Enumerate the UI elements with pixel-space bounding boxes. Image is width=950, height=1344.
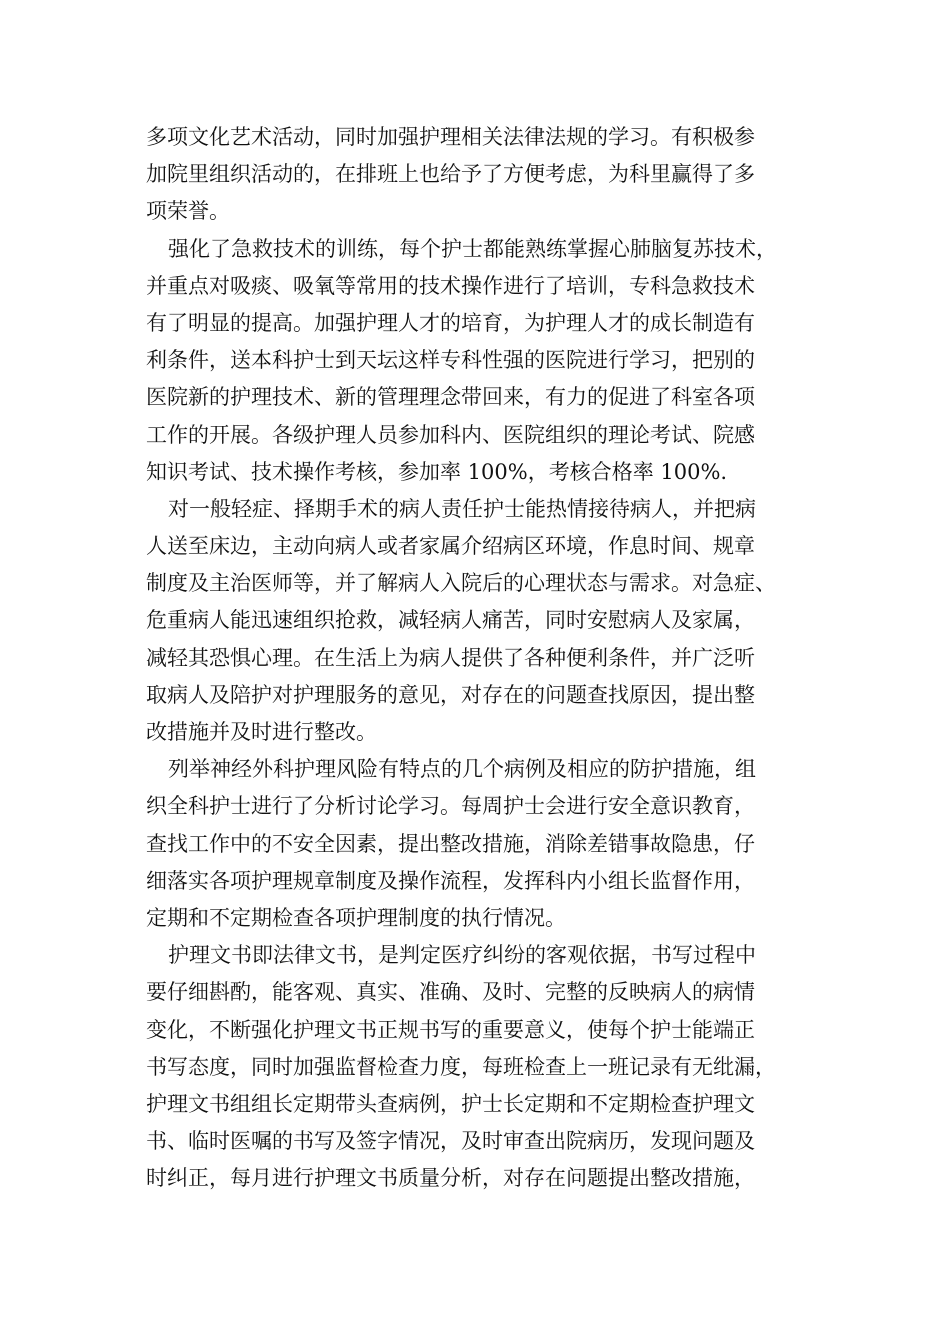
paragraph-3 — [146, 491, 836, 751]
document-body — [146, 119, 836, 1197]
text-line: 取病人及陪护对护理服务的意见，对存在的问题查找原因，提出整 — [146, 682, 755, 707]
text-line: 定期和不定期检查各项护理制度的执行情况。 — [146, 905, 566, 930]
text-line: 人送至床边，主动向病人或者家属介绍病区环境，作息时间、规章 — [146, 534, 755, 559]
text-line: 制度及主治医师等，并了解病人入院后的心理状态与需求。对急症、 — [146, 571, 776, 596]
text-line: 有了明显的提高。加强护理人才的培育，为护理人才的成长制造有 — [146, 310, 755, 335]
text-line: 要仔细斟酌，能客观、真实、准确、及时、完整的反映病人的病情 — [146, 980, 755, 1005]
text-line: 危重病人能迅速组织抢救，减轻病人痛苦，同时安慰病人及家属， — [146, 608, 755, 633]
text-line: 书写态度，同时加强监督检查力度，每班检查上一班记录有无纰漏， — [146, 1054, 776, 1079]
text-line: 列举神经外科护理风险有特点的几个病例及相应的防护措施，组 — [168, 757, 756, 782]
text-line: 护理文书组组长定期带头查病例，护士长定期和不定期检查护理文 — [146, 1091, 755, 1116]
text-line: 书、临时医嘱的书写及签字情况，及时审查出院病历，发现问题及 — [146, 1129, 755, 1154]
paragraph-4 — [146, 751, 836, 937]
paragraph-1 — [146, 119, 836, 231]
paragraph-5 — [146, 937, 836, 1197]
text-line: 利条件，送本科护士到天坛这样专科性强的医院进行学习，把别的 — [146, 348, 755, 373]
text-line: 项荣誉。 — [146, 199, 230, 224]
text-line: 时纠正，每月进行护理文书质量分析，对存在问题提出整改措施， — [146, 1166, 755, 1191]
text-line: 强化了急救技术的训练，每个护士都能熟练掌握心肺脑复苏技术， — [168, 236, 777, 261]
text-line: 细落实各项护理规章制度及操作流程，发挥科内小组长监督作用， — [146, 868, 755, 893]
text-line: 对一般轻症、择期手术的病人责任护士能热情接待病人，并把病 — [168, 496, 756, 521]
paragraph-2 — [146, 231, 836, 491]
text-line: 并重点对吸痰、吸氧等常用的技术操作进行了培训，专科急救技术 — [146, 273, 755, 298]
text-line: 多项文化艺术活动，同时加强护理相关法律法规的学习。有积极参 — [146, 125, 755, 149]
text-line: 加院里组织活动的，在排班上也给予了方便考虑，为科里赢得了多 — [146, 162, 755, 187]
text-line: 变化，不断强化护理文书正规书写的重要意义，使每个护士能端正 — [146, 1017, 755, 1042]
text-line: 织全科护士进行了分析讨论学习。每周护士会进行安全意识教育， — [146, 794, 755, 819]
text-line: 知识考试、技术操作考核，参加率 100%，考核合格率 100%. — [146, 459, 728, 484]
text-line: 工作的开展。各级护理人员参加科内、医院组织的理论考试、院感 — [146, 422, 755, 447]
text-line: 护理文书即法律文书，是判定医疗纠纷的客观依据，书写过程中 — [168, 943, 756, 968]
text-line: 改措施并及时进行整改。 — [146, 720, 377, 744]
text-line: 减轻其恐惧心理。在生活上为病人提供了各种便利条件，并广泛听 — [146, 645, 755, 670]
text-line: 医院新的护理技术、新的管理理念带回来，有力的促进了科室各项 — [146, 385, 755, 410]
text-line: 查找工作中的不安全因素，提出整改措施，消除差错事故隐患，仔 — [146, 831, 755, 856]
